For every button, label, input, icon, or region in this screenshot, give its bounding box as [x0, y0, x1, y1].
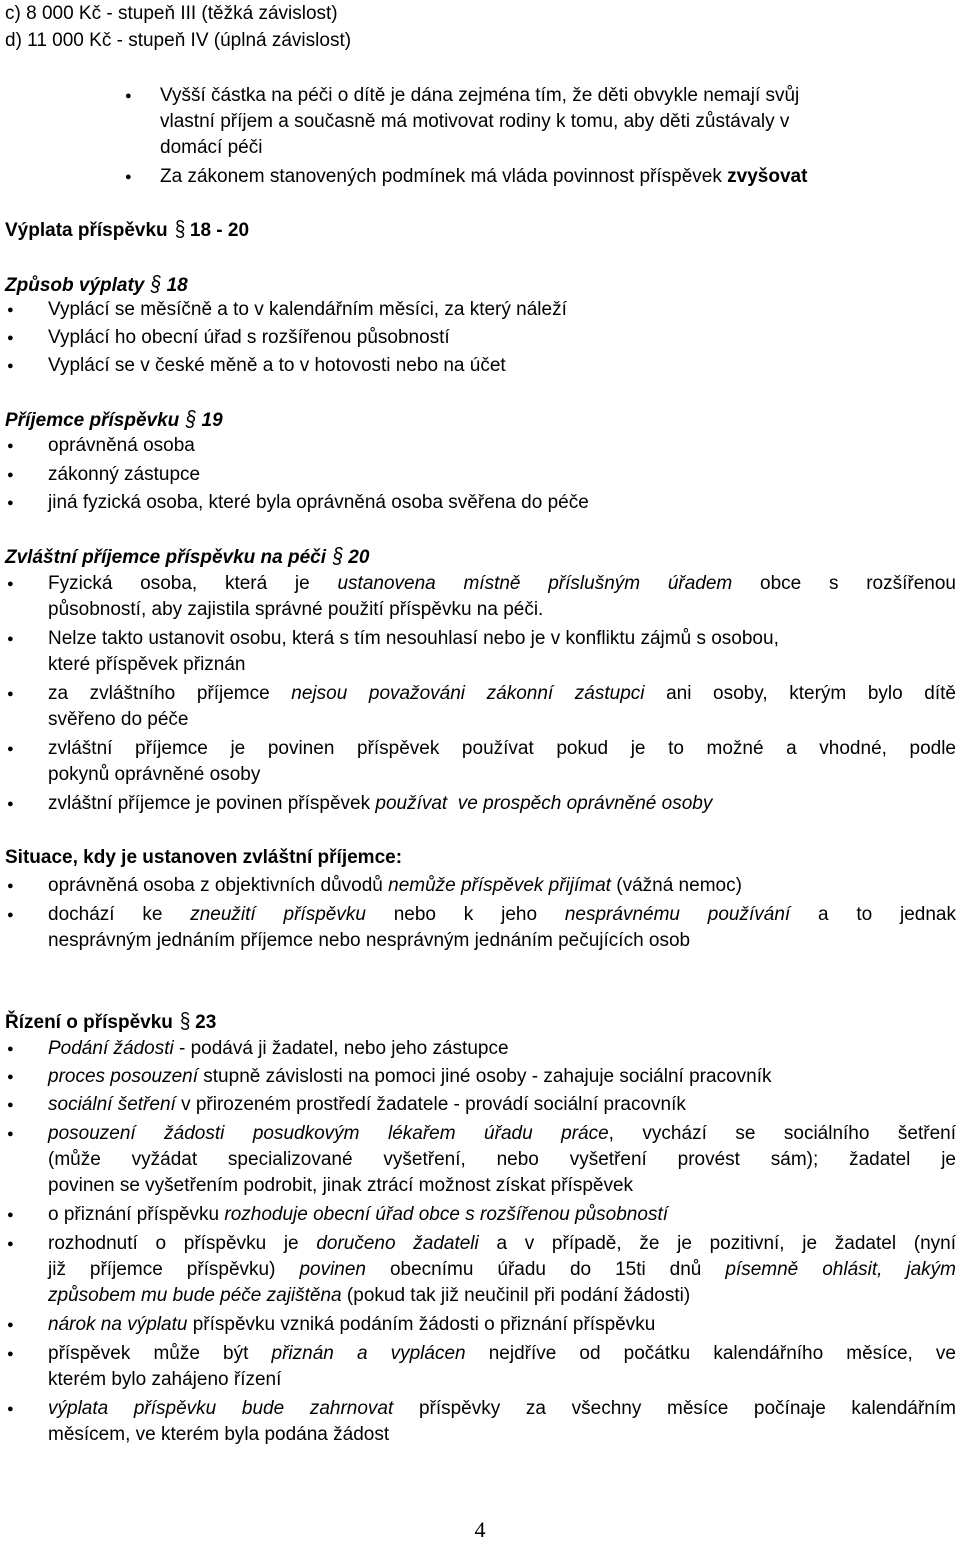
rizeni-r4-line-2: (může vyžádat specializované vyšetření, nebo vyšetření provést sám); žadatel je — [48, 1149, 956, 1170]
bullet-icon — [7, 571, 14, 599]
zvlastni-b2-line-2: které příspěvek přiznán — [48, 654, 246, 675]
zvlastni-b3-line-2: svěřeno do péče — [48, 709, 189, 730]
list-item: Vyplácí ho obecní úřad s rozšířenou působností — [48, 327, 450, 348]
rizeni-r4-line-3: povinen se vyšetřením podrobit, jinak ztrácí možnost získat příspěvek — [48, 1175, 634, 1196]
list-item: zákonný zástupce — [48, 464, 201, 485]
bullet-icon — [7, 1202, 14, 1230]
bullet-icon — [7, 902, 14, 930]
paragraph-sign: § — [179, 1008, 191, 1033]
page-number: 4 — [474, 1517, 486, 1542]
bullet-icon — [7, 462, 14, 490]
rizeni-r8-line-1: příspěvek může být přiznán a vyplácen nejdříve od počátku kalendářního měsíce, ve — [48, 1343, 956, 1364]
zvlastni-b3-line-1: za zvláštního příjemce nejsou považováni zákonní zástupci ani osoby, kterým bylo dítě — [48, 683, 956, 704]
situace-b2-line-1: dochází ke zneužití příspěvku nebo k jeho nesprávnému používání a to jednak — [48, 904, 956, 925]
rizeni-r4-line-1: posouzení žádosti posudkovým lékařem úřadu práce, vychází se sociálního šetření — [48, 1123, 957, 1144]
bullet-icon — [7, 353, 14, 381]
section-heading-prijemce: Příjemce příspěvku § 19 — [5, 406, 223, 431]
rizeni-r7: nárok na výplatu příspěvku vzniká podáním žádosti o přiznání příspěvku — [48, 1314, 656, 1335]
rizeni-r8-line-2: kterém bylo zahájeno řízení — [48, 1369, 282, 1390]
rizeni-r2: proces posouzení stupně závislosti na pomoci jiné osoby - zahajuje sociální pracovník — [48, 1066, 772, 1087]
bullet-icon — [7, 626, 14, 654]
list-item: Vyplácí se měsíčně a to v kalendářním měsíci, za který náleží — [48, 299, 567, 320]
indented-bullet-1-line-3: domácí péči — [160, 137, 263, 158]
bullet-icon — [7, 1036, 14, 1064]
zvlastni-b1-line-2: působností, aby zajistila správné použití příspěvku na péči. — [48, 599, 544, 620]
bullet-icon — [125, 83, 132, 111]
paragraph-sign: § — [332, 543, 344, 568]
list-item: Vyplácí se v české měně a to v hotovosti nebo na účet — [48, 355, 506, 376]
zvlastni-b2-line-1: Nelze takto ustanovit osobu, která s tím nesouhlasí nebo je v konfliktu zájmů s osobou, — [48, 628, 779, 649]
bullet-icon — [7, 736, 14, 764]
bullet-icon — [7, 1312, 14, 1340]
bullet-icon — [7, 1092, 14, 1120]
bullet-icon — [7, 297, 14, 325]
paragraph-sign: § — [186, 406, 197, 431]
rizeni-r6-line-1: rozhodnutí o příspěvku je doručeno žadateli a v případě, že je pozitivní, je žadatel (nyní — [48, 1233, 956, 1254]
bullet-icon — [7, 873, 14, 901]
rizeni-r1: Podání žádosti - podává ji žadatel, nebo jeho zástupce — [48, 1038, 509, 1059]
bullet-icon — [7, 325, 14, 353]
section-heading-vyplata: Výplata příspěvku § 18 - 20 — [5, 216, 250, 241]
section-heading-zvlastni: Zvláštní příjemce příspěvku na péči § 20 — [5, 543, 370, 568]
bullet-icon — [7, 1121, 14, 1149]
bullet-icon — [7, 1064, 14, 1092]
indented-bullet-2: Za zákonem stanovených podmínek má vláda povinnost příspěvek zvyšovat — [160, 166, 808, 187]
rizeni-r6-line-3: způsobem mu bude péče zajištěna (pokud tak již neučinil při podání žádosti) — [48, 1285, 691, 1306]
intro-line-c: c) 8 000 Kč - stupeň III (těžká závislost) — [5, 3, 338, 24]
section-heading-zpusob: Způsob výplaty § 18 — [5, 271, 188, 296]
rizeni-r6-line-2: již příjemce příspěvku) povinen obecnímu úřadu do 15ti dnů písemně ohlásit, jakým — [48, 1259, 956, 1280]
section-heading-rizeni: Řízení o příspěvku § 23 — [5, 1008, 217, 1033]
list-item: jiná fyzická osoba, které byla oprávněná osoba svěřena do péče — [48, 492, 589, 513]
intro-line-d: d) 11 000 Kč - stupeň IV (úplná závislost) — [5, 30, 352, 51]
situace-b2-line-2: nesprávným jednáním příjemce nebo nesprávným jednáním pečujících osob — [48, 930, 691, 951]
bullet-icon — [7, 791, 14, 819]
rizeni-r9-line-2: měsícem, ve kterém byla podána žádost — [48, 1424, 390, 1445]
list-item: oprávněná osoba — [48, 435, 195, 456]
bullet-icon — [125, 164, 132, 192]
zvlastni-b4-line-1: zvláštní příjemce je povinen příspěvek používat pokud je to možné a vhodné, podle — [48, 738, 956, 759]
bullet-icon — [7, 433, 14, 461]
paragraph-sign: § — [174, 216, 185, 241]
zvlastni-b1-line-1: Fyzická osoba, která je ustanovena místně příslušným úřadem obce s rozšířenou — [48, 573, 956, 594]
situace-b1: oprávněná osoba z objektivních důvodů nemůže příspěvek přijímat (vážná nemoc) — [48, 875, 742, 896]
rizeni-r3: sociální šetření v přirozeném prostředí žadatele - provádí sociální pracovník — [48, 1094, 686, 1115]
indented-bullet-1-line-2: vlastní příjem a současně má motivovat rodiny k tomu, aby děti zůstávaly v — [160, 111, 790, 132]
section-heading-situace: Situace, kdy je ustanoven zvláštní příjemce: — [5, 847, 403, 868]
bullet-icon — [7, 1231, 14, 1259]
bullet-icon — [7, 1396, 14, 1424]
indented-bullet-1-line-1: Vyšší částka na péči o dítě je dána zejména tím, že děti obvykle nemají svůj — [160, 85, 800, 106]
rizeni-r9-line-1: výplata příspěvku bude zahrnovat příspěvky za všechny měsíce počínaje kalendářním — [48, 1398, 956, 1419]
bullet-icon — [7, 681, 14, 709]
zvlastni-b5: zvláštní příjemce je povinen příspěvek používat ve prospěch oprávněné osoby — [48, 793, 713, 814]
paragraph-sign: § — [151, 271, 162, 296]
bullet-icon — [7, 1341, 14, 1369]
zvlastni-b4-line-2: pokynů oprávněné osoby — [48, 764, 261, 785]
bullet-icon — [7, 490, 14, 518]
rizeni-r5: o přiznání příspěvku rozhoduje obecní úřad obce s rozšířenou působností — [48, 1204, 668, 1225]
